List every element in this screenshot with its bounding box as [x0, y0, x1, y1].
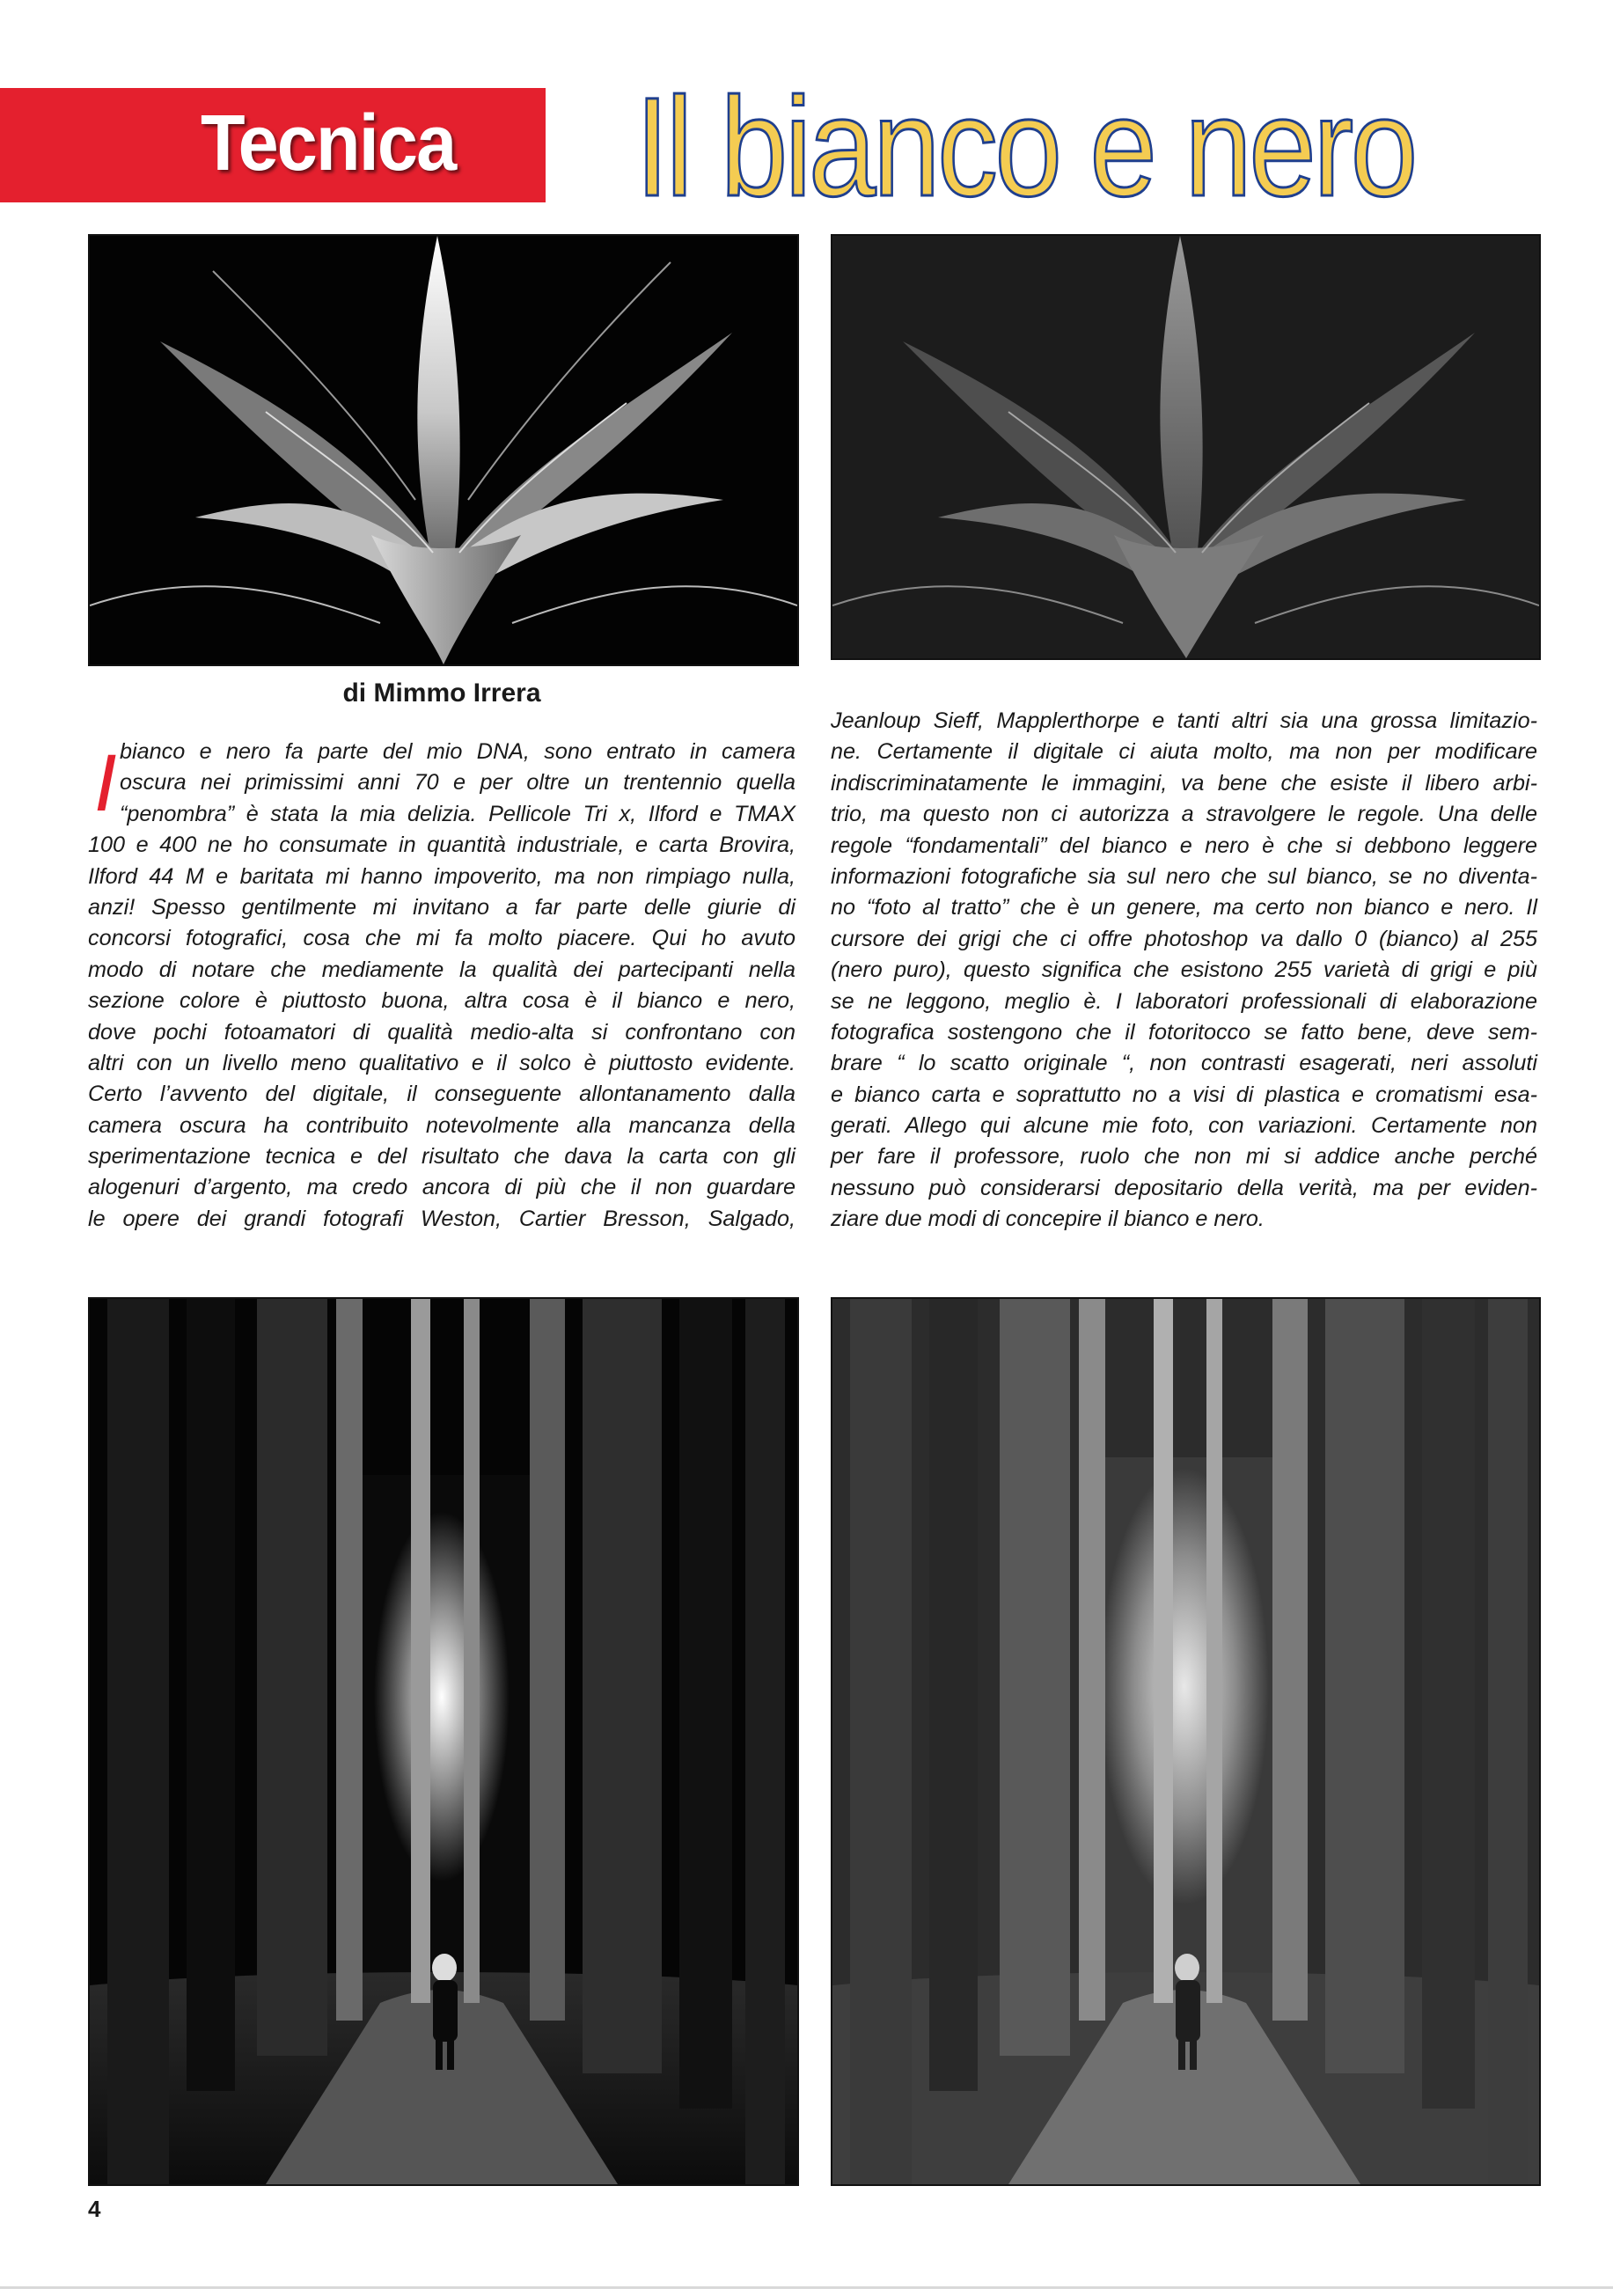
- text-line: oscura nei primissimi anni 70 e per oltre un trentennio quella: [120, 770, 796, 796]
- text-line: anzi! Spesso gentilmente mi invitano a far parte delle giurie di: [88, 894, 796, 920]
- text-line: dove pochi fotoamatori di qualità medio-alta si confrontano con: [88, 1019, 796, 1045]
- page-title: Il bianco e nero: [635, 68, 1415, 225]
- text-line: indiscriminatamente le immagini, va bene che esiste il libero arbi-: [831, 770, 1537, 796]
- text-line: ne. Certamente il digitale ci aiuta molto, ma non per modificare: [831, 739, 1537, 765]
- text-line: Certo l’avvento del digitale, il conseguente allontanamento dalla: [88, 1082, 796, 1107]
- agave-image: [832, 236, 1539, 658]
- text-line: regole “fondamentali” del bianco e nero è che si debbono leggere: [831, 833, 1537, 858]
- forest-image: [90, 1299, 797, 2184]
- text-line: trio, ma questo non ci autorizza a stravolgere le regole. Una delle: [831, 802, 1537, 827]
- text-line: “penombra” è stata la mia delizia. Pellicole Tri x, Ilford e TMAX: [120, 801, 796, 826]
- page-number: 4: [88, 2196, 101, 2222]
- text-line: se ne leggono, meglio è. I laboratori professionali di elaborazione: [831, 988, 1537, 1014]
- section-tag: Tecnica: [201, 99, 456, 187]
- text-line: Jeanloup Sieff, Mapplerthorpe e tanti altri sia una grossa limitazio-: [831, 708, 1537, 733]
- text-line: bianco e nero fa parte del mio DNA, sono entrato in camera: [120, 739, 796, 764]
- text-line: cursore dei grigi che ci offre photoshop va dallo 0 (bianco) al 255: [831, 926, 1537, 951]
- forest-image: [832, 1299, 1539, 2184]
- text-line: 100 e 400 ne ho consumate in quantità industriale, e carta Brovira,: [88, 833, 796, 858]
- photo-agave-high-contrast: [88, 234, 799, 666]
- text-line: nessuno può considerarsi depositario della verità, ma per eviden-: [831, 1175, 1537, 1200]
- photo-forest-high-contrast: [88, 1297, 799, 2186]
- text-line: le opere dei grandi fotografi Weston, Cartier Bresson, Salgado,: [88, 1206, 796, 1231]
- text-line: no “foto al tratto” che è un genere, ma certo non bianco e nero. Il: [831, 895, 1537, 921]
- drop-cap: I: [94, 738, 117, 828]
- photo-agave-soft: [831, 234, 1541, 660]
- text-line: sezione colore è piuttosto buona, altra cosa è il bianco e nero,: [88, 988, 796, 1014]
- text-line: ziare due modi di concepire il bianco e nero.: [831, 1207, 1265, 1232]
- text-line: concorsi fotografici, cosa che mi fa molto piacere. Qui ho avuto: [88, 926, 796, 951]
- text-line: per fare il professore, ruolo che non mi si addice anche perché: [831, 1144, 1537, 1170]
- text-line: brare “ lo scatto originale “, non contrasti esagerati, neri assoluti: [831, 1051, 1537, 1076]
- article-column-left: [88, 737, 796, 1235]
- text-line: informazioni fotografiche sia sul nero che sul bianco, se no diventa-: [831, 863, 1537, 889]
- text-line: Ilford 44 M e baritata mi hanno impoverito, ma non rimpiago nulla,: [88, 863, 796, 889]
- text-line: gerati. Allego qui alcune mie foto, con variazioni. Certamente non: [831, 1113, 1537, 1139]
- text-line: modo di notare che mediamente la qualità dei partecipanti nella: [88, 957, 796, 982]
- text-line: fotografica sostengono che il fotoritocco se fatto bene, deve sem-: [831, 1019, 1537, 1045]
- agave-image: [90, 236, 797, 664]
- byline: di Mimmo Irrera: [342, 679, 541, 708]
- text-line: e bianco carta e soprattutto no a visi di plastica e cromatismi esa-: [831, 1082, 1537, 1107]
- article-column-right: [831, 706, 1537, 1236]
- footer-divider: [0, 2286, 1613, 2289]
- text-line: altri con un livello meno qualitativo e il solco è piuttosto evidente.: [88, 1050, 796, 1075]
- text-line: camera oscura ha contribuito notevolmente alla mancanza della: [88, 1112, 796, 1138]
- photo-forest-soft: [831, 1297, 1541, 2186]
- text-line: (nero puro), questo significa che esistono 255 varietà di grigi e più: [831, 957, 1537, 983]
- text-line: sperimentazione tecnica e del risultato che dava la carta con gli: [88, 1144, 796, 1170]
- text-line: alogenuri d’argento, ma credo ancora di più che il non guardare: [88, 1175, 796, 1200]
